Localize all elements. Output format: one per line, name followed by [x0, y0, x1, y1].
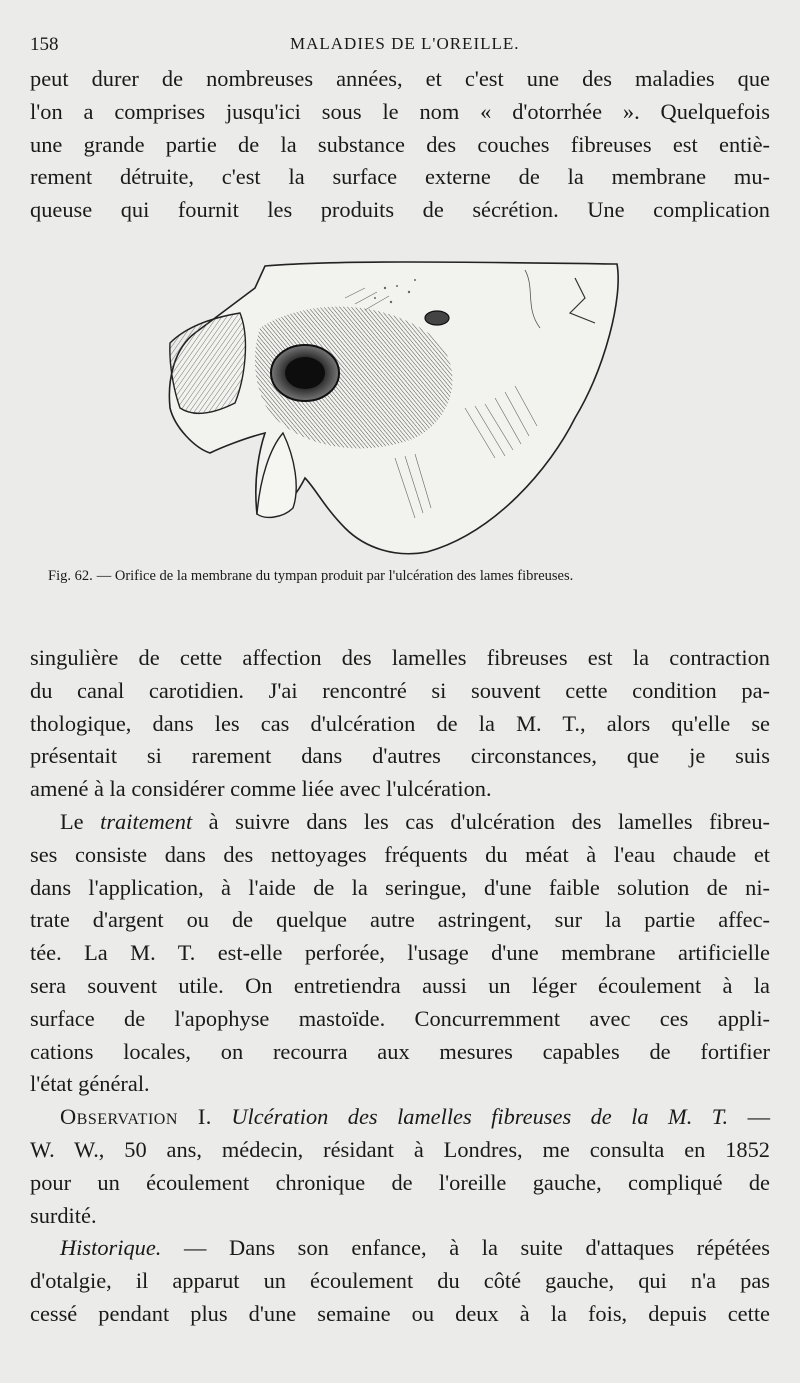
text-line: ses consiste dans des nettoyages fréquents du méat à l'eau chaude et: [30, 841, 770, 867]
figure-caption-text: — Orifice de la membrane du tympan produit par l'ulcération des lames fibreuses.: [96, 568, 574, 584]
text-line: singulière de cette affection des lamelles fibreuses est la contraction: [30, 645, 770, 670]
main-text: [30, 642, 770, 1331]
text-fragment: —: [728, 1104, 770, 1130]
text-line: peut durer de nombreuses années, et c'est une des maladies que: [30, 66, 770, 91]
text-line: thologique, dans les cas d'ulcération de la M. T., alors qu'elle se: [30, 710, 770, 736]
text-fragment: Le: [60, 808, 101, 834]
text-line: d'otalgie, il apparut un écoulement du côté gauche, qui n'a pas: [30, 1268, 770, 1294]
text-line: du canal carotidien. J'ai rencontré si souvent cette condition pa-: [30, 677, 770, 703]
temporal-bone-engraving: [165, 258, 625, 558]
page-number: 158: [30, 34, 59, 55]
observation-heading-line: [30, 1101, 770, 1134]
text-line: présentait si rarement dans d'autres circonstances, que je suis: [30, 743, 770, 769]
text-line: une grande partie de la substance des couches fibreuses est entiè-: [30, 131, 770, 157]
text-line: W. W., 50 ans, médecin, résidant à Londres, me consulta en 1852: [30, 1136, 770, 1162]
figure-caption: [48, 568, 768, 585]
paragraph-start-line: [30, 806, 770, 839]
text-line: cations locales, on recourra aux mesures capables de fortifier: [30, 1038, 770, 1064]
text-line: trate d'argent ou de quelque autre astringent, sur la partie affec-: [30, 907, 770, 933]
text-line: tée. La M. T. est-elle perforée, l'usage d'une membrane artificielle: [30, 940, 770, 966]
historique-heading-line: [30, 1232, 770, 1265]
running-title: MALADIES DE L'OREILLE.: [290, 34, 520, 53]
text-line: surface de l'apophyse mastoïde. Concurremment avec ces appli-: [30, 1005, 770, 1031]
italic-term: traitement: [100, 808, 193, 834]
text-line: l'on a comprises jusqu'ici sous le nom « d'otorrhée ». Quelquefois: [30, 98, 770, 124]
observation-label: Observation I.: [60, 1104, 212, 1130]
text-line: sera souvent utile. On entretiendra aussi un léger écoulement à la: [30, 972, 770, 998]
historique-label: Historique.: [60, 1235, 162, 1261]
text-line: queuse qui fournit les produits de sécrétion. Une complication: [30, 197, 770, 223]
text-line: surdité.: [30, 1202, 97, 1228]
text-fragment: — Dans son enfance, à la suite d'attaques répétées: [161, 1235, 770, 1261]
top-paragraph: [30, 63, 770, 227]
text-line: l'état général.: [30, 1071, 150, 1097]
figure-label: Fig. 62.: [48, 568, 93, 584]
observation-title: Ulcération des lamelles fibreuses de la M. T.: [231, 1104, 729, 1130]
text-line: cessé pendant plus d'une semaine ou deux à la fois, depuis cette: [30, 1300, 770, 1326]
text-line: pour un écoulement chronique de l'oreille gauche, compliqué de: [30, 1169, 770, 1195]
text-line: amené à la considérer comme liée avec l'ulcération.: [30, 776, 492, 802]
page-header: [30, 34, 770, 58]
text-line: rement détruite, c'est la surface externe de la membrane mu-: [30, 164, 770, 190]
text-line: dans l'application, à l'aide de la seringue, d'une faible solution de ni-: [30, 874, 770, 900]
text-fragment: à suivre dans les cas d'ulcération des lamelles fibreu-: [192, 808, 770, 834]
